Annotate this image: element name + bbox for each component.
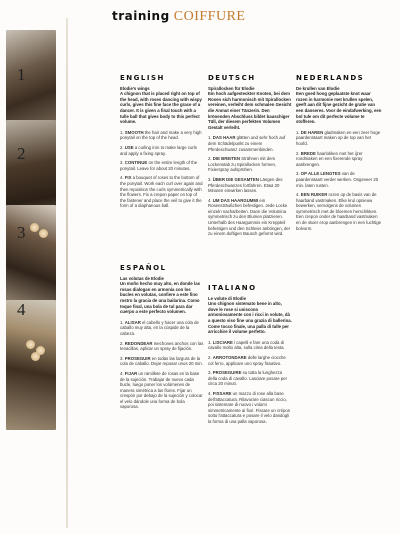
step-index: 1.: [208, 135, 212, 141]
step-keyword: PROSEGUIRE: [212, 370, 242, 376]
rose-icon: [31, 352, 40, 361]
deutsch-step: [208, 177, 292, 194]
english-heading: ENGLISH: [120, 74, 165, 82]
nederlands-column: [296, 76, 382, 235]
step-text: i capelli e fare una coda di cavallo molto alta, sulla cima della testa.: [208, 339, 285, 351]
espanol-step: [120, 356, 204, 367]
deutsch-step: [208, 198, 292, 237]
step-index: 2.: [296, 150, 300, 156]
step-text: el cabello y hacer una cola de caballo muy alta, en la cúspide de la cabeza.: [120, 319, 199, 336]
step-index: 4.: [120, 370, 124, 376]
step-index: 3.: [208, 370, 212, 376]
english-column: [120, 76, 204, 213]
nederlands-step: [296, 171, 382, 188]
step-text: ein Rosensträußchen befestigen. Jede Locke einzeln nacharbeiten. Dann die Volumina symmetrisch zu den Blumen platzieren. Unterhalb des Haargummis ein Kreppteil befestigen und den Schleier anbringen, der zu einem duftigen Bausch geformt wird.: [208, 197, 291, 237]
step-keyword: USE: [124, 144, 134, 150]
english-intro: Elodie's wings A chignon that is placed right on top of the head, with roses dancing with wispy curls, gives this fine face the grace of a dancer. It is given a final touch with a tulle ball that gives body to this perfect volume.: [120, 85, 202, 125]
italiano-intro: Le volute di Elodie Uno chignon sistemato bene in alto, dove le rose si uniscono armoniosamente con i ricci in volute, dà a questo viso fine una grazia di ballerina. Come tocco finale, una palla di tulle per arricchire il volume perfetto.: [208, 295, 292, 335]
italiano-step: [208, 340, 292, 351]
italiano-step: [208, 391, 292, 425]
step-text: un mazzo di rose alla base dell'attaccatura. Rilavorare ciascun riccio, poi sistemare di nuovo i volumi simmetricamente ai fiori. Fissare un crépon sotto l'attaccatura e posare il velo dandogli la forma di una palla vaporosa.: [208, 390, 291, 424]
step-keyword: DIE BREITEN: [212, 156, 241, 162]
step-index: 1.: [120, 129, 124, 135]
step-text: su tutta la lunghezza della coda di cavallo. Lasciare posare per circa 20 minuti.: [208, 370, 288, 387]
step-index: 4.: [208, 390, 212, 396]
step-number: 3: [17, 223, 26, 242]
step-keyword: FISSARE: [212, 390, 232, 396]
deutsch-step: [208, 135, 292, 152]
step-keyword: ÜBER DIE GESAMTEN: [212, 176, 259, 182]
step-index: 1.: [120, 319, 124, 325]
italiano-step: [208, 370, 292, 387]
step-text: a bouquet of roses to the bottom of the ponytail. Work each curl over again and then reposition the curls symmetrically with the flowers. Fix a crepon paper on top of the fastener and place the veil to give it the form of a diaphanous ball.: [120, 175, 203, 209]
nederlands-step: [296, 130, 382, 147]
step-keyword: FIX: [124, 175, 132, 181]
italiano-step: [208, 355, 292, 366]
deutsch-step: [208, 156, 292, 173]
step-text: gladmaken en een zeer hoge paardenstaart maken op de top van het hoofd.: [296, 129, 381, 146]
step-number: 2: [17, 144, 26, 163]
step-text: a curling iron to make large curls and apply a fixing spray.: [120, 144, 197, 156]
step-number: 1: [17, 65, 26, 84]
rose-icon: [30, 223, 39, 232]
step-text: the hair and make a very high ponytail on the top of the head.: [120, 129, 202, 141]
english-step: [120, 145, 204, 156]
step-index: 2.: [208, 354, 212, 360]
decorative-rod: [66, 18, 68, 528]
step-index: 2.: [120, 340, 124, 346]
step-text: van de paardenstaart verder werken. Ongeveer 20 min. laten rusten.: [296, 171, 379, 188]
step-keyword: OP ALLE LENGTES: [300, 171, 341, 177]
step-number: 4: [17, 300, 26, 319]
step-keyword: BREDE: [300, 150, 316, 156]
english-step: [120, 130, 204, 141]
step-photo-4: [6, 300, 56, 430]
espanol-intro: Las volutas de Elodie Un moño hecho muy alto, en donde las rosas dialogan en armonía con los bucles en volutas, confiere a este fino rostro la gracia de una bailarina. Como toque final, una bola de tul para dar cuerpo a este perfecto volumen.: [120, 275, 200, 315]
espanol-heading: ESPAÑOL: [120, 264, 167, 272]
step-text: un ramillete de rosas en la base de la sujeción. Trabajar de nuevo cada bucle, luego poner los volúmenes de manera simétrica a las flores. Fijar un crespón por debajo de la sujeción y colocar el velo dándole una forma de bola vaporosa.: [120, 370, 203, 410]
step-keyword: ARROTONDARE: [212, 354, 247, 360]
rose-icon: [39, 229, 48, 238]
step-index: 3.: [296, 171, 300, 177]
step-keyword: PROSEGUIR: [124, 355, 151, 361]
step-text: Längen des Pferdeschwanzes fortfahren. Etwa 20 Minuten einwirken lassen.: [208, 176, 283, 194]
header-coiffure: COIFFURE: [173, 9, 246, 24]
step-index: 2.: [208, 156, 212, 162]
step-index: 4.: [296, 192, 300, 198]
step-keyword: DAS HAAR: [212, 135, 236, 141]
section-header: [112, 8, 245, 25]
step-text: rozen op de basis van de haarband vastmaken. Elke krul opnieuw bewerken, vervolgens de volumes symmetrisch met de bloemen herschikken. Een crepon onder de haarband vastmaken en de sluier erop aanbrengen in een luchtige bolvorm.: [296, 192, 382, 231]
deutsch-column: [208, 76, 292, 241]
espanol-step: [120, 341, 204, 352]
nederlands-step: [296, 192, 382, 231]
italiano-heading: ITALIANO: [208, 284, 257, 292]
nederlands-heading: NEDERLANDS: [296, 74, 365, 82]
deutsch-intro: Spirallocken für Elodie Ein hoch aufgesteckter Knoten, bei dem Rosen sich harmonisch mit Spirallocken vereinen, verleiht dem schmalen Gesicht die Anmut einer Tänzerin. Den krönenden Abschluss bildet bauschiger Tüll, der diesem perfekten Volumen Gestalt verleiht.: [208, 85, 292, 130]
nederlands-intro: De krullen van Elodie Een goed hoog geplaatste knot waar rozen in harmonie met krullen spelen, geeft aan dit fijne gezicht de gratie van een danseres. Voor de eindafwerking, een bol tule om dit perfecte volume te stofferen.: [296, 85, 382, 125]
step-text: glätten und sehr hoch auf dem Schädelpunkt zu einem Pferdeschwanz zusammenbinden.: [208, 135, 286, 152]
step-keyword: FIJAR: [124, 370, 138, 376]
english-step: [120, 160, 204, 171]
deutsch-heading: DEUTSCH: [208, 74, 256, 82]
rose-icon: [26, 340, 35, 349]
step-keyword: EEN RUIKER: [300, 192, 328, 198]
step-text: haarlokken met het ijzer rondmaken en een fixerende spray aanbrengen.: [296, 150, 363, 167]
espanol-step: [120, 371, 204, 410]
step-keyword: SMOOTH: [124, 129, 144, 135]
step-index: 2.: [120, 144, 124, 150]
step-index: 4.: [208, 197, 212, 203]
step-text: on the entire length of the ponytail. Leave for about 20 minutes.: [120, 160, 198, 171]
step-text: Strähnen mit dem Lockenstab zu Spirallocken formen, Fixierspray aufsprühen.: [208, 156, 277, 173]
step-index: 3.: [120, 160, 124, 166]
step-index: 4.: [120, 175, 124, 181]
nederlands-step: [296, 151, 382, 168]
step-keyword: UM DAS HAARGUMMI: [212, 197, 259, 203]
step-text: mechones anchos con las tenacillas, aplicar un spray de fijación.: [120, 340, 204, 352]
step-keyword: CONTINUE: [124, 160, 148, 166]
italiano-column: [208, 286, 292, 428]
step-keyword: LISCIARE: [212, 339, 233, 345]
header-training: training: [112, 9, 170, 23]
step-index: 1.: [208, 339, 212, 345]
espanol-column: [120, 266, 204, 414]
step-text: delle larghe ciocche col ferro, applicare uno spray fissativo.: [208, 354, 286, 366]
step-text: en todas las largura de la cola de caballo. Dejar reposar unos 20 min.: [120, 355, 203, 367]
step-index: 3.: [120, 355, 124, 361]
espanol-step: [120, 320, 204, 337]
step-index: 3.: [208, 176, 212, 182]
step-index: 1.: [296, 129, 300, 135]
step-keyword: DE HAREN: [300, 129, 324, 135]
step-keyword: REDONDEAR: [124, 340, 153, 346]
step-keyword: ALISAR: [124, 319, 141, 325]
english-step: [120, 175, 204, 209]
